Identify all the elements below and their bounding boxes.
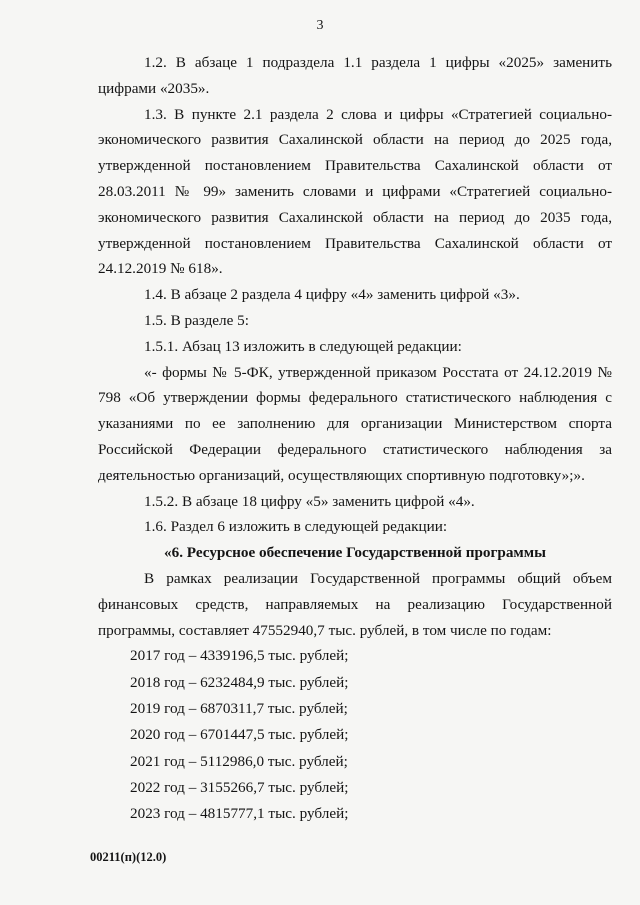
year-line: 2021 год – 5112986,0 тыс. рублей; — [130, 752, 348, 770]
year-line: 2023 год – 4815777,1 тыс. рублей; — [130, 805, 349, 823]
paragraph-quoted-form: «- формы № 5-ФК, утвержденной приказом Росстата от 24.12.2019 № 798 «Об утверждении формы федерального статистического наблюдения с указаниями по ее заполнению для организации Министерством спорта Российской Федерации федерального статистического наблюдения за деятельностью организаций, осуществляющих спортивную подготовку»;». — [98, 363, 612, 484]
paragraph-1-4: 1.4. В абзаце 2 раздела 4 цифру «4» заменить цифрой «3». — [144, 286, 520, 304]
document-body — [98, 50, 612, 827]
paragraph-1-2: 1.2. В абзаце 1 подраздела 1.1 раздела 1 цифры «2025» заменить цифрами «2035». — [98, 54, 612, 97]
paragraph-1-3: 1.3. В пункте 2.1 раздела 2 слова и цифры «Стратегией социально-экономического развития Сахалинской области на период до 2025 года, утвержденной постановлением Правительства Сахалинской области от 28.03.2011 № 99» заменить словами и цифрами «Стратегией социально-экономического развития Сахалинской области на период до 2035 года, утвержденной постановлением Правительства Сахалинской области от 24.12.2019 № 618». — [98, 105, 612, 278]
page-number: 3 — [316, 18, 324, 33]
paragraph-1-5: 1.5. В разделе 5: — [144, 311, 249, 329]
paragraph-1-5-2: 1.5.2. В абзаце 18 цифру «5» заменить цифрой «4». — [144, 492, 475, 510]
year-list — [98, 643, 612, 827]
year-line: 2019 год – 6870311,7 тыс. рублей; — [130, 699, 348, 717]
section-heading: «6. Ресурсное обеспечение Государственной программы — [164, 544, 546, 562]
paragraph-1-6: 1.6. Раздел 6 изложить в следующей редакции: — [144, 518, 448, 536]
footer-code: 00211(п)(12.0) — [90, 850, 167, 864]
paragraph-1-5-1: 1.5.1. Абзац 13 изложить в следующей редакции: — [144, 337, 462, 355]
year-line: 2022 год – 3155266,7 тыс. рублей; — [130, 778, 349, 796]
year-line: 2017 год – 4339196,5 тыс. рублей; — [130, 647, 349, 665]
funding-paragraph: В рамках реализации Государственной программы общий объем финансовых средств, направляемых на реализацию Государственной программы, составляет 47552940,7 тыс. рублей, в том числе по годам: — [98, 569, 612, 639]
year-line: 2018 год – 6232484,9 тыс. рублей; — [130, 673, 349, 691]
year-line: 2020 год – 6701447,5 тыс. рублей; — [130, 726, 349, 744]
